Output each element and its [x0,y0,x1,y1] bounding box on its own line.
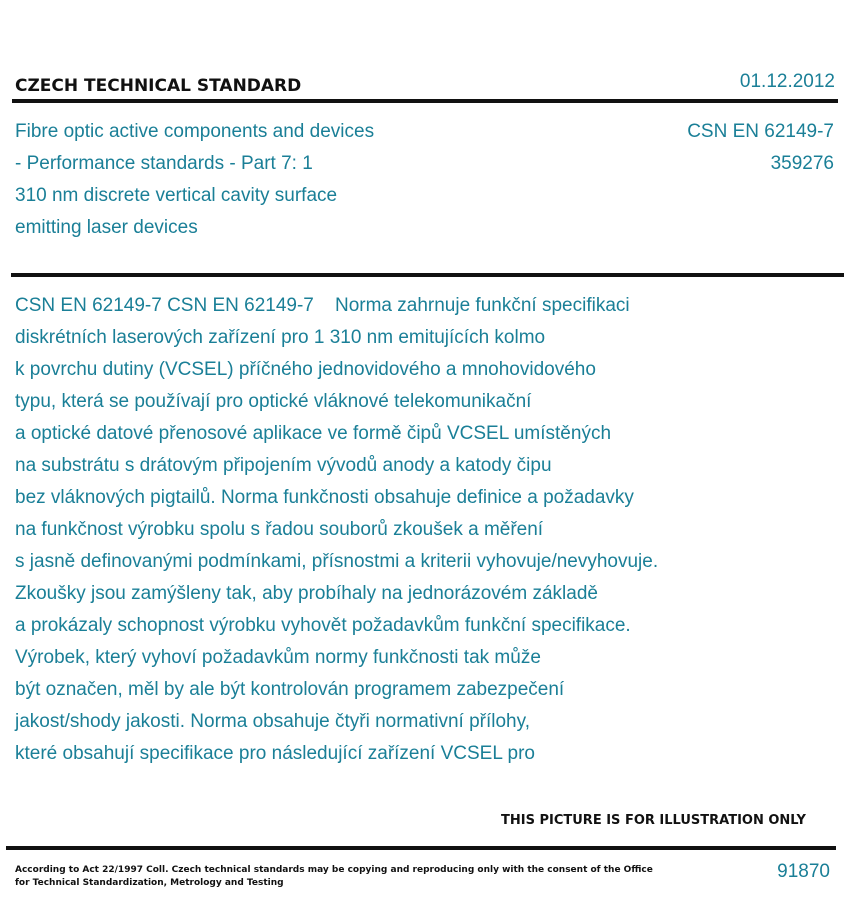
abstract-line: a optické datové přenosové aplikace ve formě čipů VCSEL umístěných [15,423,612,444]
abstract-line: bez vláknových pigtailů. Norma funkčnosti obsahuje definice a požadavky [15,487,634,508]
abstract-line: diskrétních laserových zařízení pro 1 310 nm emitujících kolmo [15,327,546,348]
abstract-line: s jasně definovanými podmínkami, přísnostmi a kriterii vyhovuje/nevyhovuje. [15,551,659,572]
standard-code: CSN EN 62149-7 [687,121,834,142]
copyright-notice-line: for Technical Standardization, Metrology and Testing [15,878,284,888]
title-divider [11,273,844,277]
header-divider [12,99,838,103]
catalog-number: 91870 [777,861,830,882]
publication-date: 01.12.2012 [739,71,835,92]
standard-identifiers [687,116,834,180]
abstract-line: na substrátu s drátovým připojením vývodů anody a katody čipu [15,455,552,476]
abstract-line: typu, která se používají pro optické vláknové telekomunikační [15,391,532,412]
abstract-line: které obsahují specifikace pro následující zařízení VCSEL pro [15,743,535,764]
copyright-notice [15,864,653,890]
standard-title-line: 310 nm discrete vertical cavity surface [15,185,338,206]
abstract-line: Výrobek, který vyhoví požadavkům normy funkčnosti tak může [15,647,541,668]
illustration-disclaimer: THIS PICTURE IS FOR ILLUSTRATION ONLY [501,813,806,828]
abstract-line: a prokázaly schopnost výrobku vyhovět požadavkům funkční specifikace. [15,615,631,636]
standard-number: 359276 [770,153,834,174]
standard-title [15,116,374,244]
copyright-notice-line: According to Act 22/1997 Coll. Czech technical standards may be copying and reproducing only with the consent of the Office [15,865,653,875]
abstract-line: jakost/shody jakosti. Norma obsahuje čtyři normativní přílohy, [15,711,530,732]
abstract-line: být označen, měl by ale být kontrolován programem zabezpečení [15,679,565,700]
abstract-line: k povrchu dutiny (VCSEL) příčného jednovidového a mnohovidového [15,359,596,380]
document-header-title: CZECH TECHNICAL STANDARD [15,76,302,96]
footer-divider [6,846,836,850]
standard-title-line: - Performance standards - Part 7: 1 [15,153,313,174]
abstract-line: CSN EN 62149-7 CSN EN 62149-7 Norma zahrnuje funkční specifikaci [15,295,630,316]
abstract-text [15,290,658,770]
abstract-line: Zkoušky jsou zamýšleny tak, aby probíhaly na jednorázovém základě [15,583,598,604]
standard-title-line: emitting laser devices [15,217,198,238]
standard-title-line: Fibre optic active components and devices [15,121,375,142]
abstract-line: na funkčnost výrobku spolu s řadou souborů zkoušek a měření [15,519,544,540]
